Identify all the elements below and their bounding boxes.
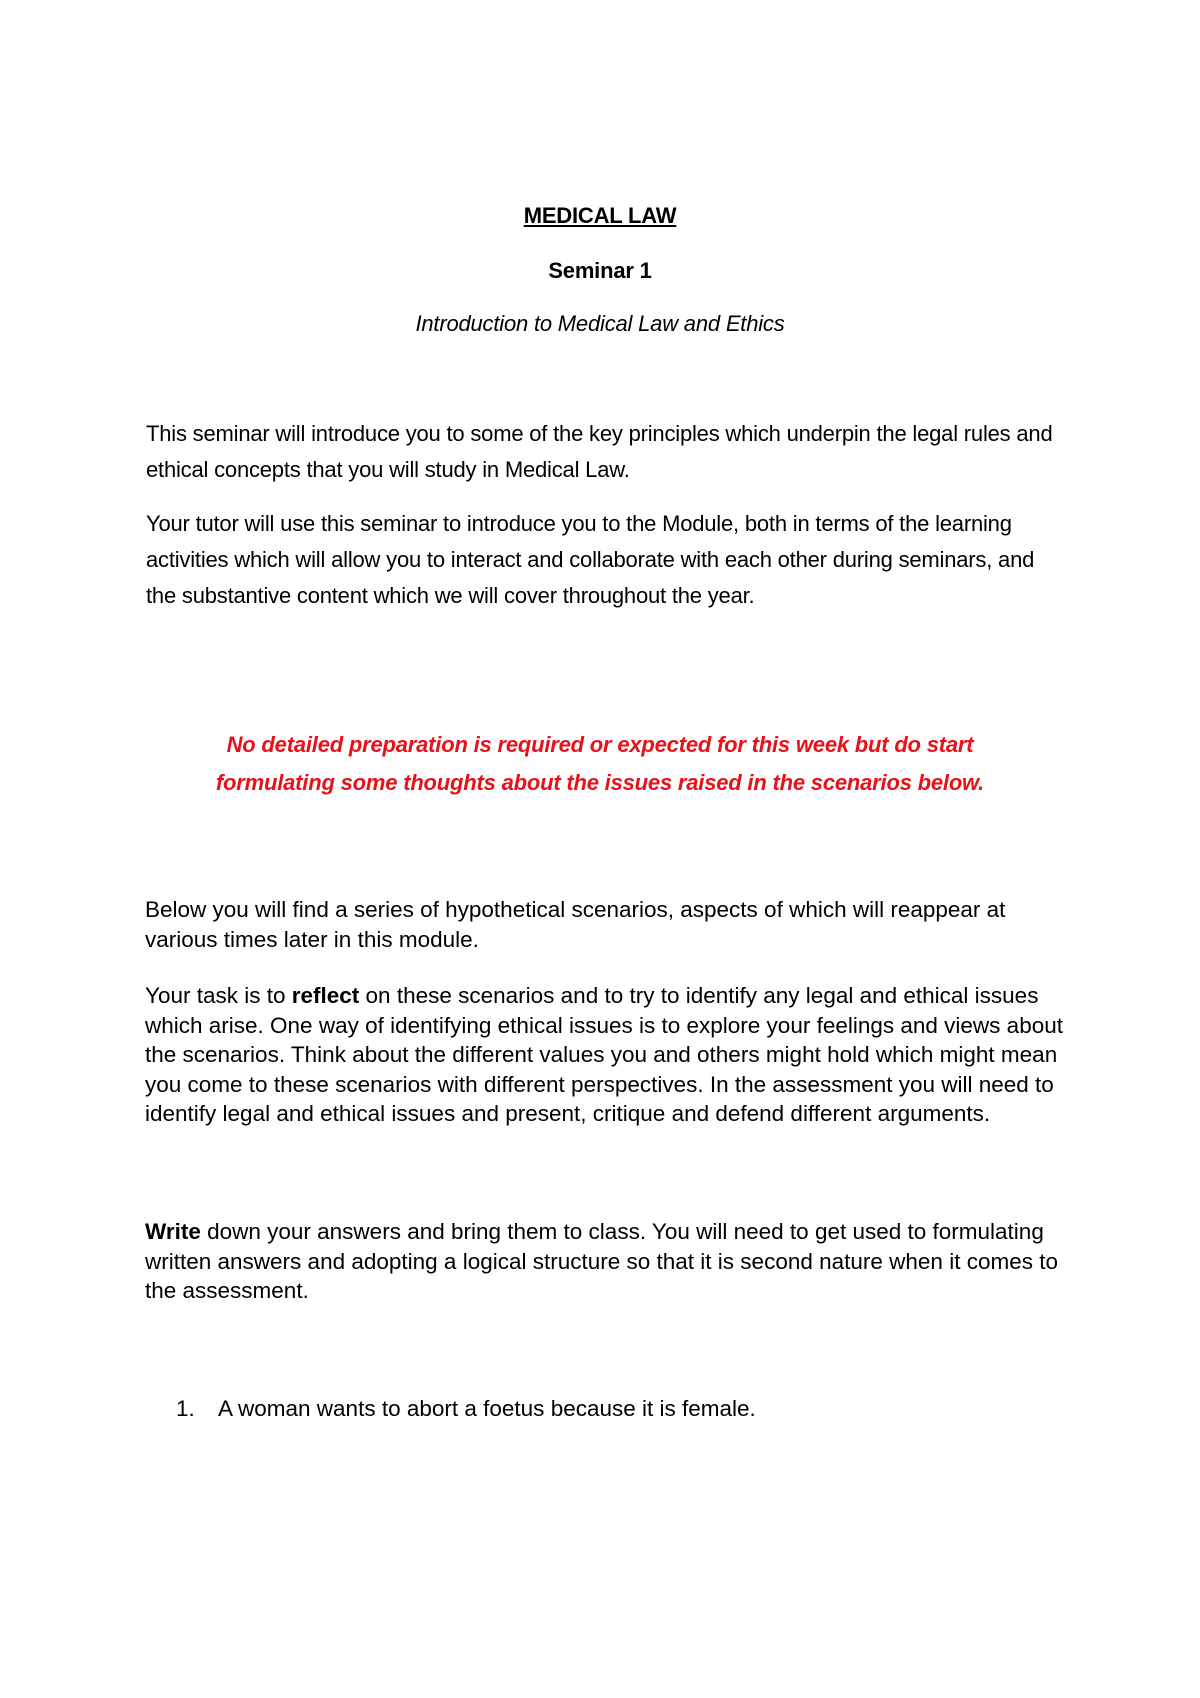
seminar-number: Seminar 1 <box>548 258 652 283</box>
task-text-pre: Your task is to <box>145 983 292 1008</box>
scenario-list-item <box>176 1394 756 1424</box>
task-paragraph <box>145 981 1080 1129</box>
seminar-topic: Introduction to Medical Law and Ethics <box>415 311 785 336</box>
scenarios-intro-paragraph: Below you will find a series of hypothetical scenarios, aspects of which will reappear at various times later in this module. <box>145 897 1006 952</box>
intro-paragraph-2: Your tutor will use this seminar to introduce you to the Module, both in terms of the learning activities which will allow you to interact and collaborate with each other during seminars, and the substantive content which we will cover throughout the year. <box>146 511 1035 608</box>
task-keyword-reflect: reflect <box>291 983 360 1008</box>
preparation-notice <box>0 726 1200 802</box>
scenario-text: A woman wants to abort a foetus because it is female. <box>218 1396 756 1421</box>
write-text: down your answers and bring them to class. You will need to get used to formulating written answers and adopting a logical structure so that it is second nature when it comes to the assessment. <box>145 1219 1058 1303</box>
task-text-post: on these scenarios and to try to identify any legal and ethical issues which arise. One way of identifying ethical issues is to explore your feelings and views about the scenarios. Think about the different values you and others might hold which might mean you come to these scenarios with different perspectives. In the assessment you will need to identify legal and ethical issues and present, critique and defend different arguments. <box>145 983 1063 1126</box>
scenario-number: 1. <box>176 1396 195 1421</box>
intro-paragraph-1: This seminar will introduce you to some of the key principles which underpin the legal rules and ethical concepts that you will study in Medical Law. <box>146 421 1053 482</box>
notice-line-2: formulating some thoughts about the issues raised in the scenarios below. <box>215 770 985 795</box>
document-title: MEDICAL LAW <box>523 203 677 228</box>
notice-line-1: No detailed preparation is required or expected for this week but do start <box>226 732 974 757</box>
write-paragraph <box>145 1217 1080 1306</box>
write-keyword: Write <box>145 1219 201 1244</box>
